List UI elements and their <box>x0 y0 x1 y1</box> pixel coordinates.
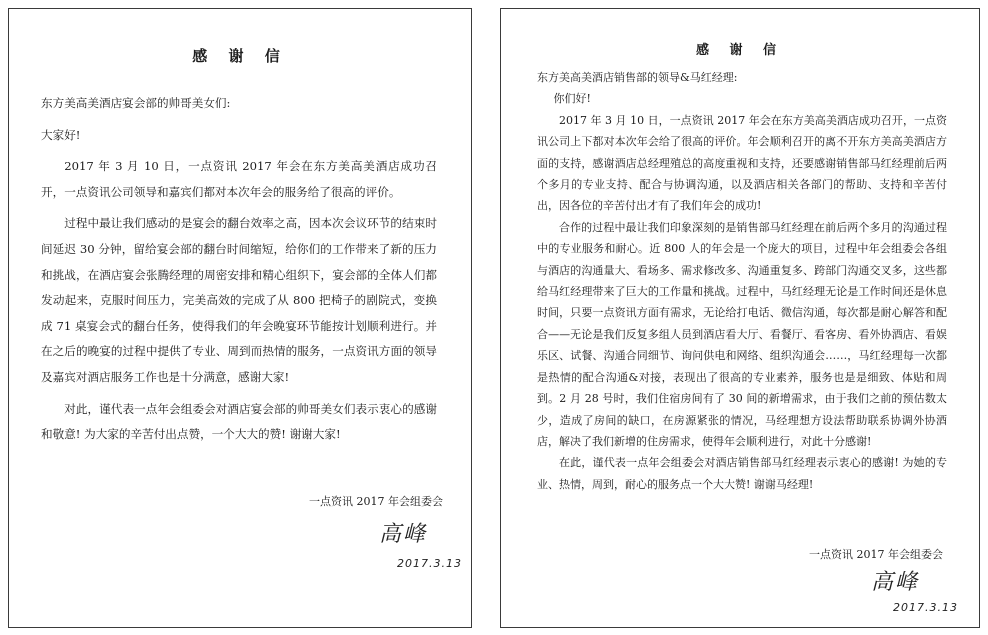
handwritten-signature: 高峰 <box>871 570 920 595</box>
letter-paragraph: 过程中最让我们感动的是宴会的翻台效率之高，因本次会议环节的结束时间延迟 30 分钟，留给宴会部的翻台时间缩短，给你们的工作带来了新的压力和挑战，在酒店宴会张腾经理的周密安排和精心组织下，宴会部的全体人们都发动起来，克服时间压力，完美高效的完成了从 800 把椅子的剧院式，变换成 71 桌宴会式的翻台任务，使得我们的年会晚宴环节能按计划顺利进行。并在之后的晚宴的过程中提供了专业、周到而热情的服务，一点资讯方面的领导及嘉宾对酒店服务工作也是十分满意，感谢大家! <box>41 216 437 384</box>
letter-body <box>9 91 471 448</box>
letter-page-right <box>500 8 980 628</box>
letter-paragraph: 在此，谨代表一点年会组委会对酒店销售部马红经理表示衷心的感谢! 为她的专业、热情，周到，耐心的服务点一个大大赞! 谢谢马经理! <box>537 456 947 491</box>
letter-paragraph: 2017 年 3 月 10 日，一点资讯 2017 年会在东方美高美酒店成功召开，一点资讯公司领导和嘉宾们都对本次年会的服务给了很高的评价。 <box>41 159 437 199</box>
letter-paragraph: 2017 年 3 月 10 日，一点资讯 2017 年会在东方美高美酒店成功召开，一点资讯公司上下都对本次年会给了很高的评价。年会顺利召开的离不开东方美高美酒店方面的支持，感谢酒店总经理殖总的高度重视和支持，还要感谢销售部马红经理前后两个多月的专业支持、配合与协调沟通，以及酒店相关各部门的帮助、支持和辛苦付出，因各位的辛苦付出才有了我们年会的成功! <box>537 113 947 213</box>
letter-salutation: 东方美高美酒店宴会部的帅哥美女们: <box>41 96 231 110</box>
letter-title: 感 谢 信 <box>695 43 785 58</box>
letter-salutation: 东方美高美酒店销售部的领导&马红经理: <box>537 71 738 84</box>
letter-greeting: 你们好! <box>553 92 591 106</box>
letter-page-left <box>8 8 472 628</box>
letter-paragraph: 合作的过程中最让我们印象深刻的是销售部马红经理在前后两个多月的沟通过程中的专业服务和耐心。近 800 人的年会是一个庞大的项目，过程中年会组委会各组与酒店的沟通量大、看场多、需求修改多、沟通重复多、跨部门沟通交叉多，这些都给马红经理带来了巨大的工作量和挑战。过程中，马红经理无论是工作时间还是休息时间，只要一点资讯方面有需求，无论给打电话、微信沟通，每次都是耐心解答和配合——无论是我们反复多组人员到酒店看大厅、看餐厅、看客房、看外协酒店、看娱乐区、试餐、沟通合同细节、询问供电和网络、组织沟通会……，马红经理每一次都是热情的配合沟通&对接，表现出了很高的专业素养，服务也是是细致、体贴和周到。2 月 28 号时，我们住宿房间有了 30 间的新增需求，由于我们之前的预估数太少，造成了房间的缺口，在房源紧张的情况，马经理想方设法帮助联系协调外协酒店，解决了我们新增的住房需求，使得年会顺利进行，对此十分感谢! <box>537 220 947 448</box>
letter-title: 感 谢 信 <box>192 47 288 65</box>
letter-body <box>501 67 979 495</box>
handwritten-signature: 高峰 <box>379 522 428 547</box>
letter-greeting: 大家好! <box>41 127 81 142</box>
letter-paragraph: 对此，谨代表一点年会组委会对酒店宴会部的帅哥美女们表示衷心的感谢和敬意! 为大家的辛苦付出点赞，一个大大的赞! 谢谢大家! <box>41 401 437 442</box>
sign-organization: 一点资讯 2017 年会组委会 <box>309 495 443 508</box>
sign-organization: 一点资讯 2017 年会组委会 <box>809 548 943 561</box>
handwritten-date: 2017.3.13 <box>893 601 958 614</box>
handwritten-date: 2017.3.13 <box>397 557 462 570</box>
